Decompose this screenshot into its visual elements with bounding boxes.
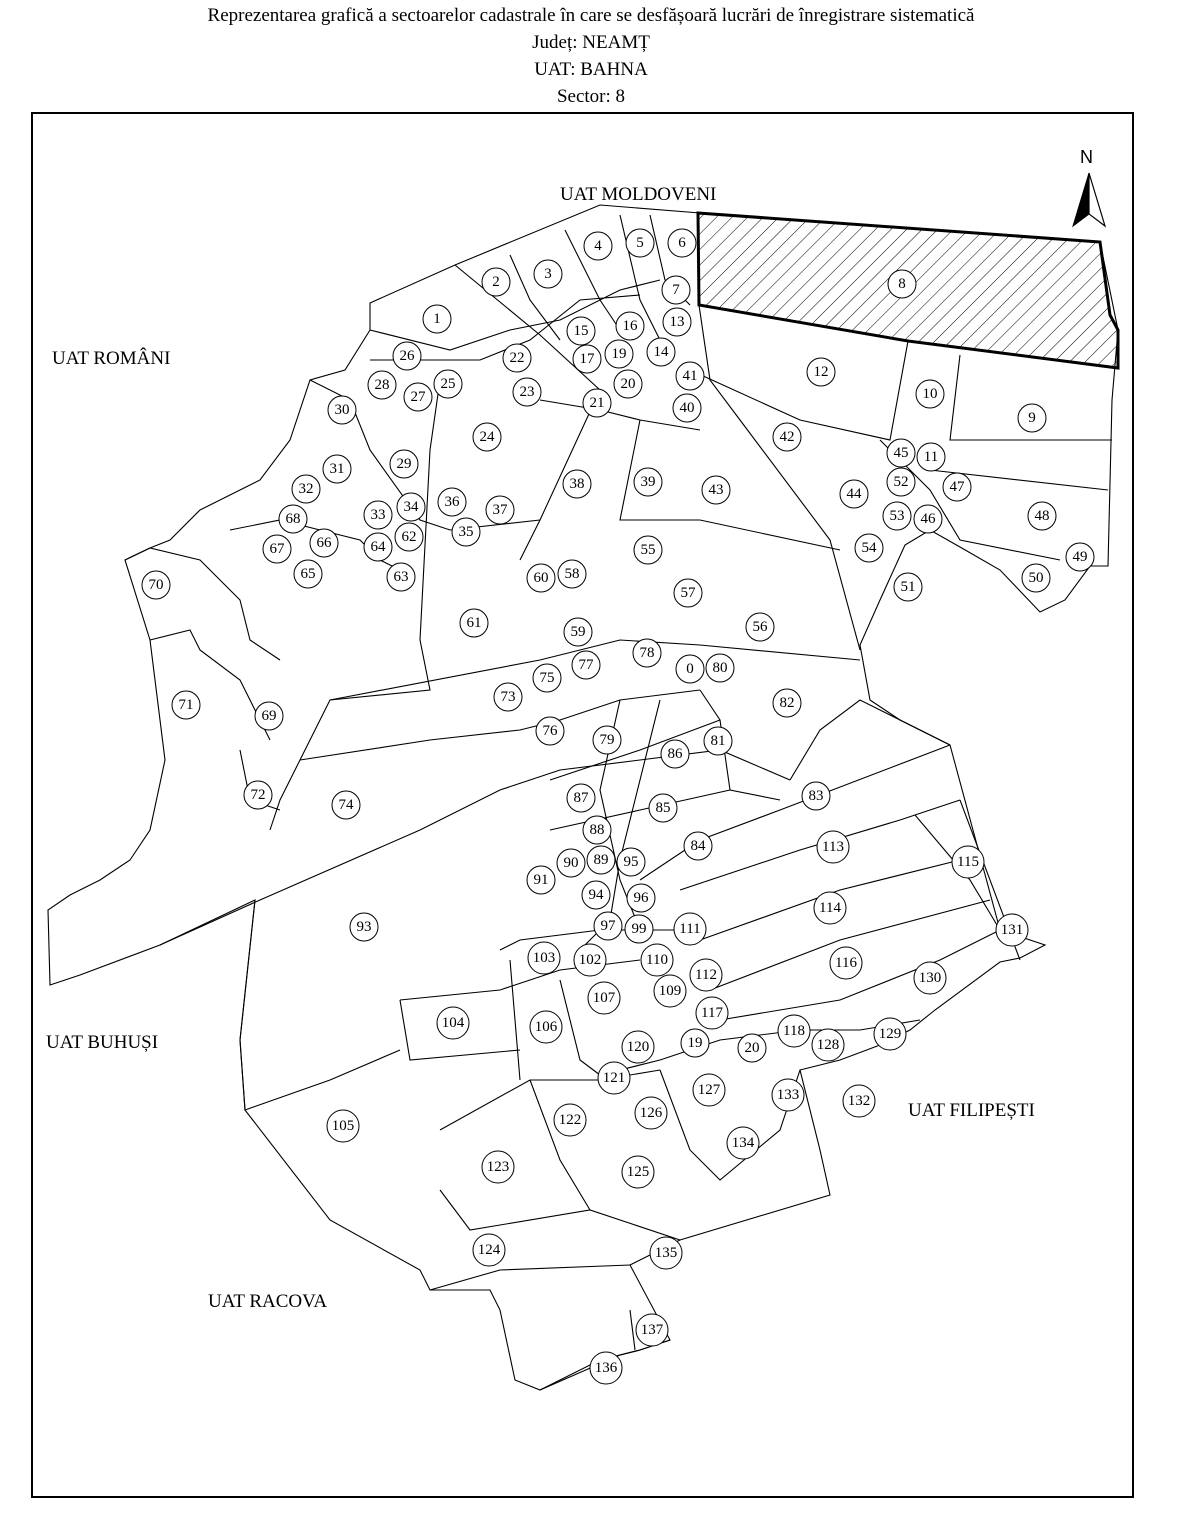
sector-label-94 <box>582 881 610 909</box>
sector-label-83 <box>802 782 830 810</box>
sector-label-113 <box>817 831 849 863</box>
sector-label-9 <box>1018 404 1046 432</box>
uat-moldoveni-label: UAT MOLDOVENI <box>560 184 717 205</box>
sector-number: 115 <box>957 854 979 870</box>
sector-label-132 <box>843 1085 875 1117</box>
sector-number: 72 <box>250 787 266 803</box>
sector-label-33 <box>364 501 392 529</box>
sector-number: 67 <box>269 541 285 557</box>
sector-label-48 <box>1028 502 1056 530</box>
north-label: N <box>1080 147 1093 167</box>
sector-number: 57 <box>680 585 696 601</box>
sector-label-8 <box>888 270 916 298</box>
sector-number: 84 <box>690 838 706 854</box>
sector-label-87 <box>567 784 595 812</box>
sector-number: 41 <box>682 368 698 384</box>
sector-label-69 <box>255 702 283 730</box>
uat-romani-label: UAT ROMÂNI <box>52 348 171 369</box>
sector-number: 29 <box>396 456 412 472</box>
sector-number: 19 <box>687 1035 703 1051</box>
sector-label-0 <box>676 655 704 683</box>
sector-label-135 <box>650 1237 682 1269</box>
sector-number: 80 <box>712 660 728 676</box>
sector-label-59 <box>564 618 592 646</box>
sector-number: 97 <box>600 918 616 934</box>
sector-number: 110 <box>646 952 668 968</box>
sector-number: 43 <box>708 482 724 498</box>
sector-label-1 <box>423 305 451 333</box>
sector-number: 87 <box>573 790 589 806</box>
sector-label-111 <box>674 913 706 945</box>
sector-number: 39 <box>640 474 656 490</box>
sector-label-60 <box>527 564 555 592</box>
sector-number: 4 <box>594 238 602 254</box>
sector-label-65 <box>294 560 322 588</box>
sector-label-5 <box>626 229 654 257</box>
sector-label-117 <box>696 997 728 1029</box>
sector-label-11 <box>917 443 945 471</box>
sector-number: 127 <box>697 1082 721 1098</box>
sector-number: 109 <box>658 983 682 999</box>
sector-label-7 <box>662 276 690 304</box>
sector-label-72 <box>244 781 272 809</box>
sector-number: 107 <box>592 990 616 1006</box>
sector-number: 78 <box>639 645 655 661</box>
sector-label-137 <box>636 1314 668 1346</box>
sector-label-134 <box>727 1127 759 1159</box>
sector-label-22 <box>503 344 531 372</box>
sector-label-35 <box>452 518 480 546</box>
sector-number: 56 <box>752 619 768 635</box>
sector-number: 51 <box>900 579 916 595</box>
sector-number: 74 <box>338 797 354 813</box>
north-arrow <box>1073 147 1105 226</box>
sector-label-56 <box>746 613 774 641</box>
sector-number: 66 <box>316 535 332 551</box>
sector-number: 19 <box>611 346 627 362</box>
sector-label-133 <box>772 1079 804 1111</box>
sector-label-123 <box>482 1151 514 1183</box>
sector-label-107 <box>588 982 620 1014</box>
sector-number: 11 <box>923 449 939 465</box>
sector-label-128 <box>812 1029 844 1061</box>
sector-number: 21 <box>589 395 605 411</box>
sector-number: 61 <box>466 615 482 631</box>
sector-number: 95 <box>623 854 639 870</box>
sector-number: 85 <box>655 800 671 816</box>
sector-number: 59 <box>570 624 586 640</box>
sector-number: 135 <box>654 1245 678 1261</box>
sector-number: 71 <box>178 697 194 713</box>
sector-number: 105 <box>331 1118 355 1134</box>
sector-label-54 <box>855 534 883 562</box>
sector-number: 120 <box>626 1039 650 1055</box>
sector-label-106 <box>530 1011 562 1043</box>
sector-number: 28 <box>374 377 390 393</box>
sector-label-45 <box>887 439 915 467</box>
sector-label-55 <box>634 536 662 564</box>
sector-number: 136 <box>594 1360 618 1376</box>
sector-number: 44 <box>846 486 862 502</box>
sector-label-76 <box>536 717 564 745</box>
sector-label-112 <box>690 959 722 991</box>
sector-label-68 <box>279 505 307 533</box>
sector-label-93 <box>350 913 378 941</box>
sector-number: 65 <box>300 566 316 582</box>
sector-label-2 <box>482 268 510 296</box>
sector-label-57 <box>674 579 702 607</box>
sector-label-62 <box>395 523 423 551</box>
sector-label-122 <box>554 1104 586 1136</box>
sector-label-44 <box>840 480 868 508</box>
uat-buhusi-label: UAT BUHUȘI <box>46 1032 159 1053</box>
county-label: Județ: NEAMȚ <box>532 32 650 53</box>
sector-number: 122 <box>558 1112 582 1128</box>
sector-number: 123 <box>486 1159 510 1175</box>
sector-number: 55 <box>640 542 656 558</box>
sector-number: 60 <box>533 570 549 586</box>
sector-number: 137 <box>640 1322 664 1338</box>
sector-label-66 <box>310 529 338 557</box>
sector-number: 26 <box>399 348 415 364</box>
sector-label-71 <box>172 691 200 719</box>
sector-label-20 <box>738 1034 766 1062</box>
sector-number: 118 <box>783 1023 805 1039</box>
sector-number: 106 <box>534 1019 558 1035</box>
sector-label-38 <box>563 470 591 498</box>
sector-number: 117 <box>701 1005 723 1021</box>
sector-number: 128 <box>816 1037 840 1053</box>
sector-label-19 <box>681 1029 709 1057</box>
sector-number: 89 <box>593 852 609 868</box>
sector-label-46 <box>914 505 942 533</box>
sector-number: 81 <box>710 733 726 749</box>
sector-number: 77 <box>578 657 594 673</box>
sector-number: 134 <box>731 1135 755 1151</box>
sector-number: 76 <box>542 723 558 739</box>
sector-label-75 <box>533 664 561 692</box>
sector-number: 69 <box>261 708 277 724</box>
sector-number: 5 <box>636 235 644 251</box>
sector-number: 64 <box>370 539 386 555</box>
sector-number: 8 <box>898 276 906 292</box>
sector-label-86 <box>661 740 689 768</box>
sector-label-115 <box>952 846 984 878</box>
sector-label-20 <box>614 370 642 398</box>
sector-number: 48 <box>1034 508 1050 524</box>
sector-label-43 <box>702 476 730 504</box>
sector-label-37 <box>486 496 514 524</box>
sector-label-39 <box>634 468 662 496</box>
sector-number: 116 <box>835 955 857 971</box>
sector-number: 124 <box>477 1242 501 1258</box>
sector-label-136 <box>590 1352 622 1384</box>
sector-label-49 <box>1066 543 1094 571</box>
sector-label-127 <box>693 1074 725 1106</box>
sector-number: 45 <box>893 445 909 461</box>
sector-number: 9 <box>1028 410 1036 426</box>
sector-label-21 <box>583 389 611 417</box>
sector-number: 6 <box>678 235 686 251</box>
sector-number: 58 <box>564 566 580 582</box>
sector-number: 104 <box>441 1015 465 1031</box>
sector-label-30 <box>328 396 356 424</box>
sector-label-102 <box>574 944 606 976</box>
sector-label-84 <box>684 832 712 860</box>
sector-label-78 <box>633 639 661 667</box>
sector-label-52 <box>887 468 915 496</box>
sector-label-103 <box>528 942 560 974</box>
sector-number: 96 <box>633 890 649 906</box>
sector-label-4 <box>584 232 612 260</box>
sector-label-15 <box>567 317 595 345</box>
sector-number: 73 <box>500 689 516 705</box>
sector-number: 30 <box>334 402 350 418</box>
sector-number: 54 <box>861 540 877 556</box>
sector-label-105 <box>327 1110 359 1142</box>
sector-number: 35 <box>458 524 474 540</box>
sector-number: 10 <box>922 386 938 402</box>
sector-label-51 <box>894 573 922 601</box>
sector-number: 121 <box>602 1070 626 1086</box>
sector-label-34 <box>397 493 425 521</box>
sector-number: 22 <box>509 350 525 366</box>
sector-number: 75 <box>539 670 555 686</box>
sector-label-124 <box>473 1234 505 1266</box>
sector-label-131 <box>996 914 1028 946</box>
sector-number: 113 <box>822 839 844 855</box>
sector-label-70 <box>142 571 170 599</box>
sector-number: 32 <box>298 481 314 497</box>
sector-label-97 <box>594 912 622 940</box>
sector-label-16 <box>616 312 644 340</box>
sector-label-116 <box>830 947 862 979</box>
sector-label-50 <box>1022 564 1050 592</box>
sector-number: 62 <box>401 529 417 545</box>
sector-number: 33 <box>370 507 386 523</box>
map-title: Reprezentarea grafică a sectoarelor cadastrale în care se desfășoară lucrări de înregistrare sistematică <box>207 5 975 26</box>
sector-number: 83 <box>808 788 824 804</box>
sector-label-82 <box>773 689 801 717</box>
sector-number: 24 <box>479 429 495 445</box>
sector-label-10 <box>916 380 944 408</box>
sector-number: 27 <box>410 389 426 405</box>
sector-number: 17 <box>579 351 595 367</box>
sector-label-12 <box>807 358 835 386</box>
sector-number: 126 <box>639 1105 663 1121</box>
sector-label-23 <box>513 378 541 406</box>
sector-label-126 <box>635 1097 667 1129</box>
sector-label-14 <box>647 338 675 366</box>
sector-number: 68 <box>285 511 301 527</box>
sector-number: 63 <box>393 569 409 585</box>
sector-number: 94 <box>588 887 604 903</box>
sector-label-121 <box>598 1062 630 1094</box>
sector-label-63 <box>387 563 415 591</box>
sector-label-53 <box>883 502 911 530</box>
sector-label-17 <box>573 345 601 373</box>
sector-label-42 <box>773 423 801 451</box>
sector-number: 25 <box>440 376 456 392</box>
sector-number: 49 <box>1072 549 1088 565</box>
sector-label-99 <box>625 915 653 943</box>
sector-label-27 <box>404 383 432 411</box>
sector-number: 16 <box>622 318 638 334</box>
sector-number: 23 <box>519 384 535 400</box>
sector-number: 31 <box>329 461 345 477</box>
uat-racova-label: UAT RACOVA <box>208 1291 328 1312</box>
sector-label-120 <box>622 1031 654 1063</box>
sector-label-36 <box>438 488 466 516</box>
sector-number: 125 <box>626 1164 650 1180</box>
sector-label-91 <box>527 866 555 894</box>
sector-label-28 <box>368 371 396 399</box>
sector-number: 20 <box>744 1040 760 1056</box>
sector-number: 99 <box>631 921 647 937</box>
sector-number: 129 <box>878 1026 902 1042</box>
sector-label-25 <box>434 370 462 398</box>
sector-label-13 <box>663 308 691 336</box>
sector-number: 102 <box>578 952 602 968</box>
sector-number: 82 <box>779 695 795 711</box>
uat-filipesti-label: UAT FILIPEȘTI <box>908 1100 1035 1121</box>
sector-number: 103 <box>532 950 556 966</box>
sector-number: 52 <box>893 474 909 490</box>
sector-number: 13 <box>669 314 685 330</box>
sector-label-24 <box>473 423 501 451</box>
sector-number: 133 <box>776 1087 800 1103</box>
uat-label: UAT: BAHNA <box>534 59 648 80</box>
sector-number: 3 <box>544 266 552 282</box>
sector-label-19 <box>605 340 633 368</box>
sector-number: 50 <box>1028 570 1044 586</box>
sector-label-73 <box>494 683 522 711</box>
sector-number: 46 <box>920 511 936 527</box>
sector-label-3 <box>534 260 562 288</box>
sector-label-96 <box>627 884 655 912</box>
sector-number: 1 <box>433 311 441 327</box>
sector-number: 37 <box>492 502 508 518</box>
sector-label-41 <box>676 362 704 390</box>
sector-number: 42 <box>779 429 795 445</box>
sector-number: 12 <box>813 364 829 380</box>
sector-number: 47 <box>949 479 965 495</box>
sector-label-31 <box>323 455 351 483</box>
sector-label-114 <box>814 892 846 924</box>
sector-number: 90 <box>563 855 579 871</box>
sector-label-118 <box>778 1015 810 1047</box>
north-arrow-icon <box>1073 173 1089 226</box>
sector-label: Sector: 8 <box>556 86 626 107</box>
sector-label-85 <box>649 794 677 822</box>
sector-label-29 <box>390 450 418 478</box>
sector-label-104 <box>437 1007 469 1039</box>
sector-label-6 <box>668 229 696 257</box>
sector-label-109 <box>654 975 686 1007</box>
sector-number: 86 <box>667 746 683 762</box>
sector-label-26 <box>393 342 421 370</box>
sector-label-77 <box>572 651 600 679</box>
sector-label-64 <box>364 533 392 561</box>
sector-number: 0 <box>686 661 694 677</box>
sector-number: 131 <box>1000 922 1024 938</box>
sector-number: 88 <box>589 822 605 838</box>
sector-number: 130 <box>918 970 942 986</box>
sector-number: 112 <box>695 967 717 983</box>
sector-number: 14 <box>653 344 669 360</box>
sector-label-89 <box>587 846 615 874</box>
sector-label-81 <box>704 727 732 755</box>
sector-label-74 <box>332 791 360 819</box>
sector-label-32 <box>292 475 320 503</box>
sector-label-129 <box>874 1018 906 1050</box>
sector-label-125 <box>622 1156 654 1188</box>
sector-number: 91 <box>533 872 549 888</box>
sector-label-67 <box>263 535 291 563</box>
sector-number: 7 <box>672 282 680 298</box>
sector-number: 79 <box>599 732 615 748</box>
sector-number: 132 <box>847 1093 871 1109</box>
sector-labels <box>142 229 1094 1384</box>
sector-label-110 <box>641 944 673 976</box>
sector-number: 38 <box>569 476 585 492</box>
sector-number: 70 <box>148 577 164 593</box>
sector-label-58 <box>558 560 586 588</box>
sector-label-95 <box>617 848 645 876</box>
sector-label-47 <box>943 473 971 501</box>
sector-label-61 <box>460 609 488 637</box>
sector-number: 20 <box>620 376 636 392</box>
sector-label-40 <box>673 394 701 422</box>
sector-number: 93 <box>356 919 372 935</box>
sector-number: 53 <box>889 508 905 524</box>
sector-label-130 <box>914 962 946 994</box>
sector-label-79 <box>593 726 621 754</box>
sector-number: 111 <box>679 921 701 937</box>
sector-number: 40 <box>679 400 695 416</box>
sector-number: 34 <box>403 499 419 515</box>
sector-label-88 <box>583 816 611 844</box>
sector-number: 36 <box>444 494 460 510</box>
sector-number: 114 <box>819 900 841 916</box>
sector-label-90 <box>557 849 585 877</box>
sector-number: 2 <box>492 274 500 290</box>
sector-label-80 <box>706 654 734 682</box>
sector-number: 15 <box>573 323 589 339</box>
